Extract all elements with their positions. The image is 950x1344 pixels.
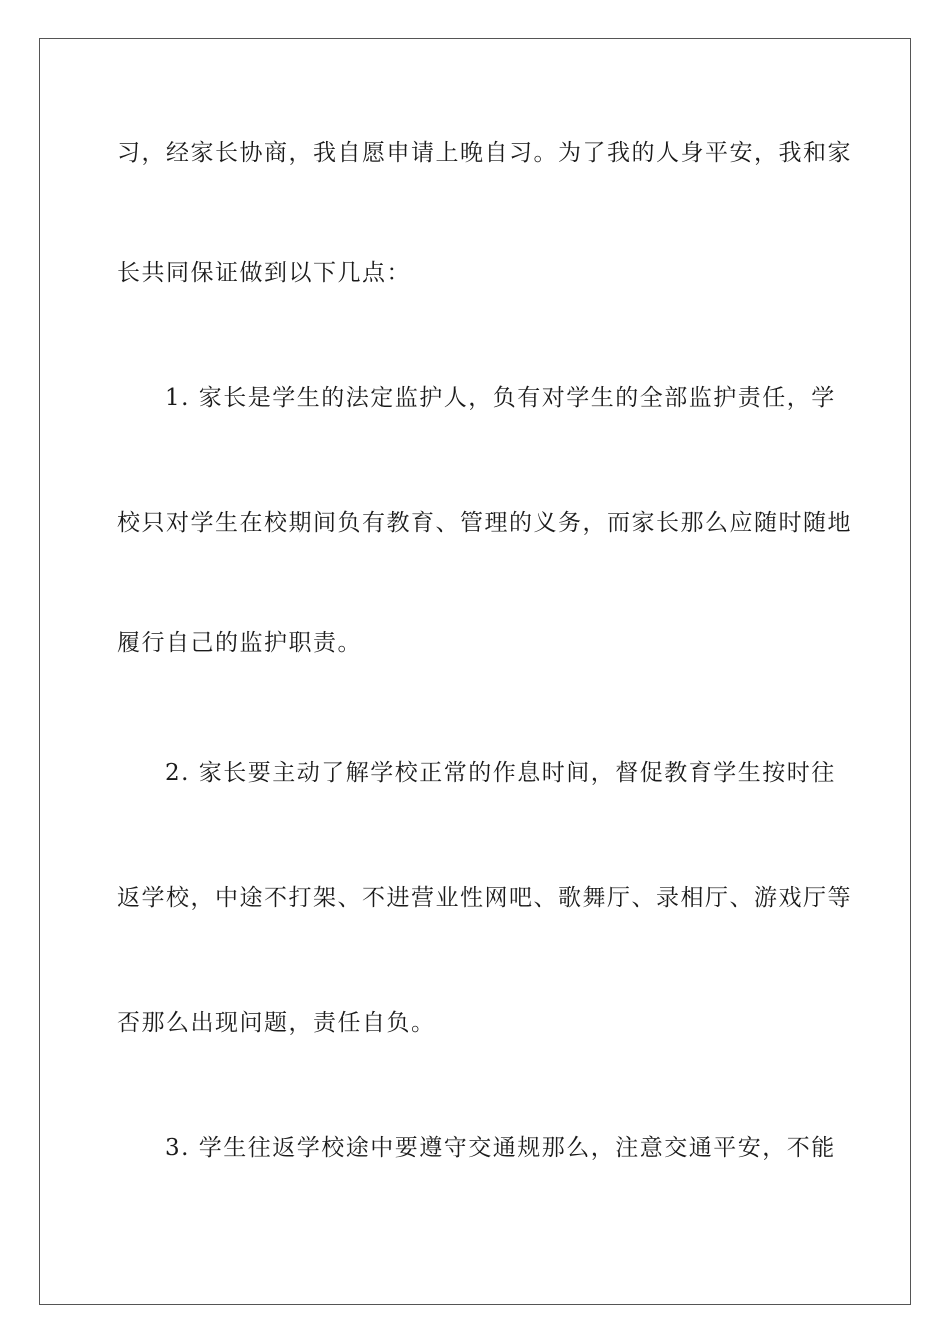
body-text-line: 返学校，中途不打架、不进营业性网吧、歌舞厅、录相厅、游戏厅等 [117, 885, 852, 911]
page-border [39, 38, 911, 1305]
list-item-3-line: 3. 学生往返学校途中要遵守交通规那么，注意交通平安，不能 [165, 1135, 836, 1161]
body-text-line: 否那么出现问题，责任自负。 [117, 1010, 436, 1036]
body-text-line: 长共同保证做到以下几点： [117, 260, 411, 286]
list-item-2-line: 2. 家长要主动了解学校正常的作息时间，督促教育学生按时往 [165, 760, 836, 786]
body-text-line: 校只对学生在校期间负有教育、管理的义务，而家长那么应随时随地 [117, 510, 852, 536]
body-text-line: 履行自己的监护职责。 [117, 630, 362, 656]
body-text-line: 习，经家长协商，我自愿申请上晚自习。为了我的人身平安，我和家 [117, 140, 852, 166]
list-item-1-line: 1. 家长是学生的法定监护人，负有对学生的全部监护责任，学 [165, 385, 836, 411]
